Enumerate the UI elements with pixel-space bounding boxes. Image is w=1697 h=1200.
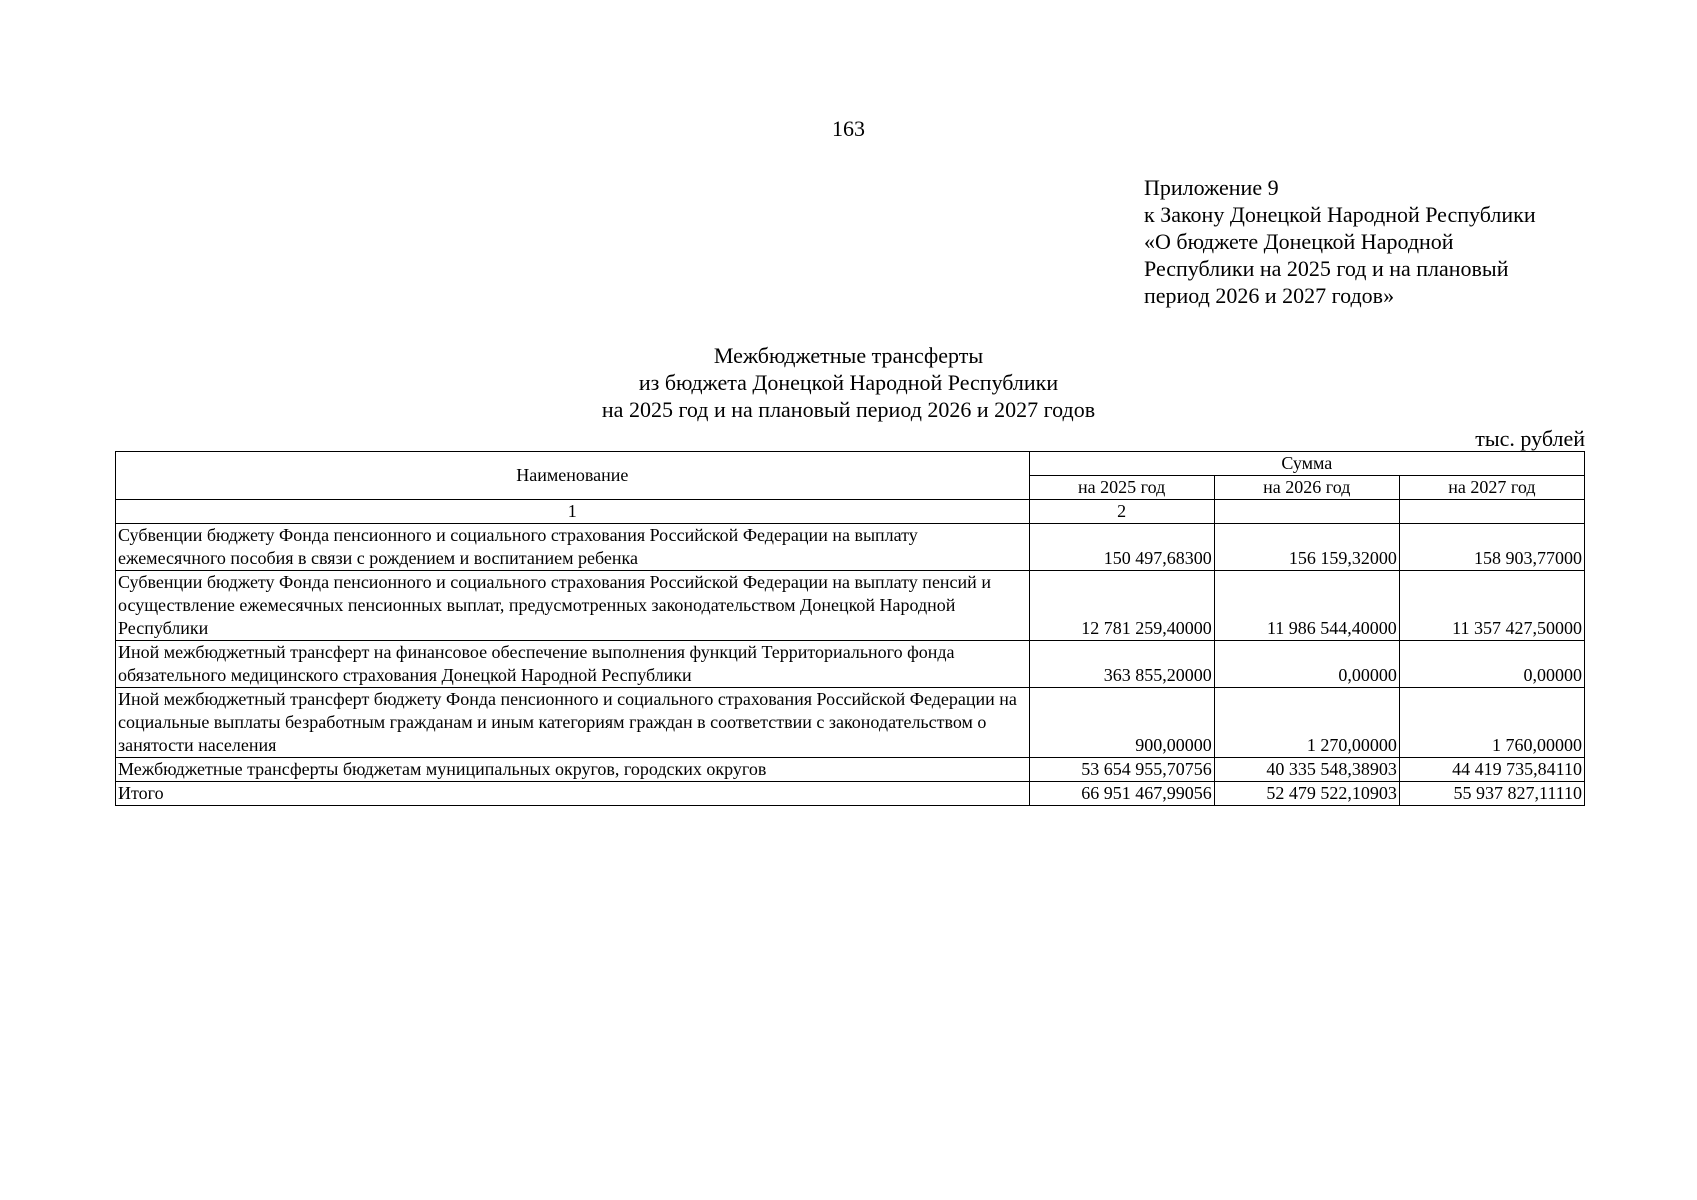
header-year-2025: на 2025 год (1029, 476, 1214, 500)
header-sum: Сумма (1029, 452, 1584, 476)
value-2025: 363 855,20000 (1029, 641, 1214, 688)
index-cell (1214, 500, 1399, 524)
appendix-note (1144, 174, 1536, 309)
value-2026: 0,00000 (1214, 641, 1399, 688)
table-row (116, 571, 1585, 641)
value-2025: 66 951 467,99056 (1029, 782, 1214, 806)
value-2025: 150 497,68300 (1029, 524, 1214, 571)
page-number: 163 (832, 116, 865, 141)
appendix-line: «О бюджете Донецкой Народной (1144, 229, 1454, 254)
header-name: Наименование (116, 452, 1030, 500)
row-name: Субвенции бюджету Фонда пенсионного и социального страхования Российской Федерации на выплату пенсий и осуществление ежемесячных пенсионных выплат, предусмотренных законодательством Донецкой Народной Республики (116, 571, 1030, 641)
units-label: тыс. рублей (1475, 426, 1585, 451)
value-2027: 158 903,77000 (1399, 524, 1584, 571)
transfers-table (115, 451, 1585, 806)
row-name: Итого (116, 782, 1030, 806)
title-line: на 2025 год и на плановый период 2026 и 2027 годов (601, 397, 1096, 422)
value-2027: 0,00000 (1399, 641, 1584, 688)
row-name: Иной межбюджетный трансферт бюджету Фонда пенсионного и социального страхования Российской Федерации на социальные выплаты безработным гражданам и иным категориям граждан в соответствии с законодательством о занятости населения (116, 688, 1030, 758)
value-2026: 156 159,32000 (1214, 524, 1399, 571)
index-row (116, 500, 1585, 524)
value-2026: 52 479 522,10903 (1214, 782, 1399, 806)
value-2026: 11 986 544,40000 (1214, 571, 1399, 641)
value-2027: 55 937 827,11110 (1399, 782, 1584, 806)
total-row (116, 782, 1585, 806)
row-name: Иной межбюджетный трансферт на финансовое обеспечение выполнения функций Территориального фонда обязательного медицинского страхования Донецкой Народной Республики (116, 641, 1030, 688)
index-cell: 2 (1029, 500, 1214, 524)
table-row (116, 641, 1585, 688)
document-title (0, 342, 1697, 423)
value-2026: 40 335 548,38903 (1214, 758, 1399, 782)
index-cell (1399, 500, 1584, 524)
title-line: Межбюджетные трансферты (713, 343, 984, 368)
row-name: Субвенции бюджету Фонда пенсионного и социального страхования Российской Федерации на выплату ежемесячного пособия в связи с рождением и воспитанием ребенка (116, 524, 1030, 571)
value-2025: 900,00000 (1029, 688, 1214, 758)
value-2027: 44 419 735,84110 (1399, 758, 1584, 782)
appendix-line: Республики на 2025 год и на плановый (1144, 256, 1509, 281)
row-name: Межбюджетные трансферты бюджетам муниципальных округов, городских округов (116, 758, 1030, 782)
appendix-line: период 2026 и 2027 годов» (1144, 283, 1395, 308)
value-2027: 1 760,00000 (1399, 688, 1584, 758)
value-2026: 1 270,00000 (1214, 688, 1399, 758)
appendix-line: к Закону Донецкой Народной Республики (1144, 202, 1536, 227)
header-year-2026: на 2026 год (1214, 476, 1399, 500)
header-year-2027: на 2027 год (1399, 476, 1584, 500)
value-2025: 53 654 955,70756 (1029, 758, 1214, 782)
table-row (116, 688, 1585, 758)
title-line: из бюджета Донецкой Народной Республики (638, 370, 1059, 395)
table-row (116, 758, 1585, 782)
header-row (116, 452, 1585, 476)
value-2027: 11 357 427,50000 (1399, 571, 1584, 641)
table-row (116, 524, 1585, 571)
index-cell: 1 (116, 500, 1030, 524)
appendix-line: Приложение 9 (1144, 175, 1279, 200)
value-2025: 12 781 259,40000 (1029, 571, 1214, 641)
